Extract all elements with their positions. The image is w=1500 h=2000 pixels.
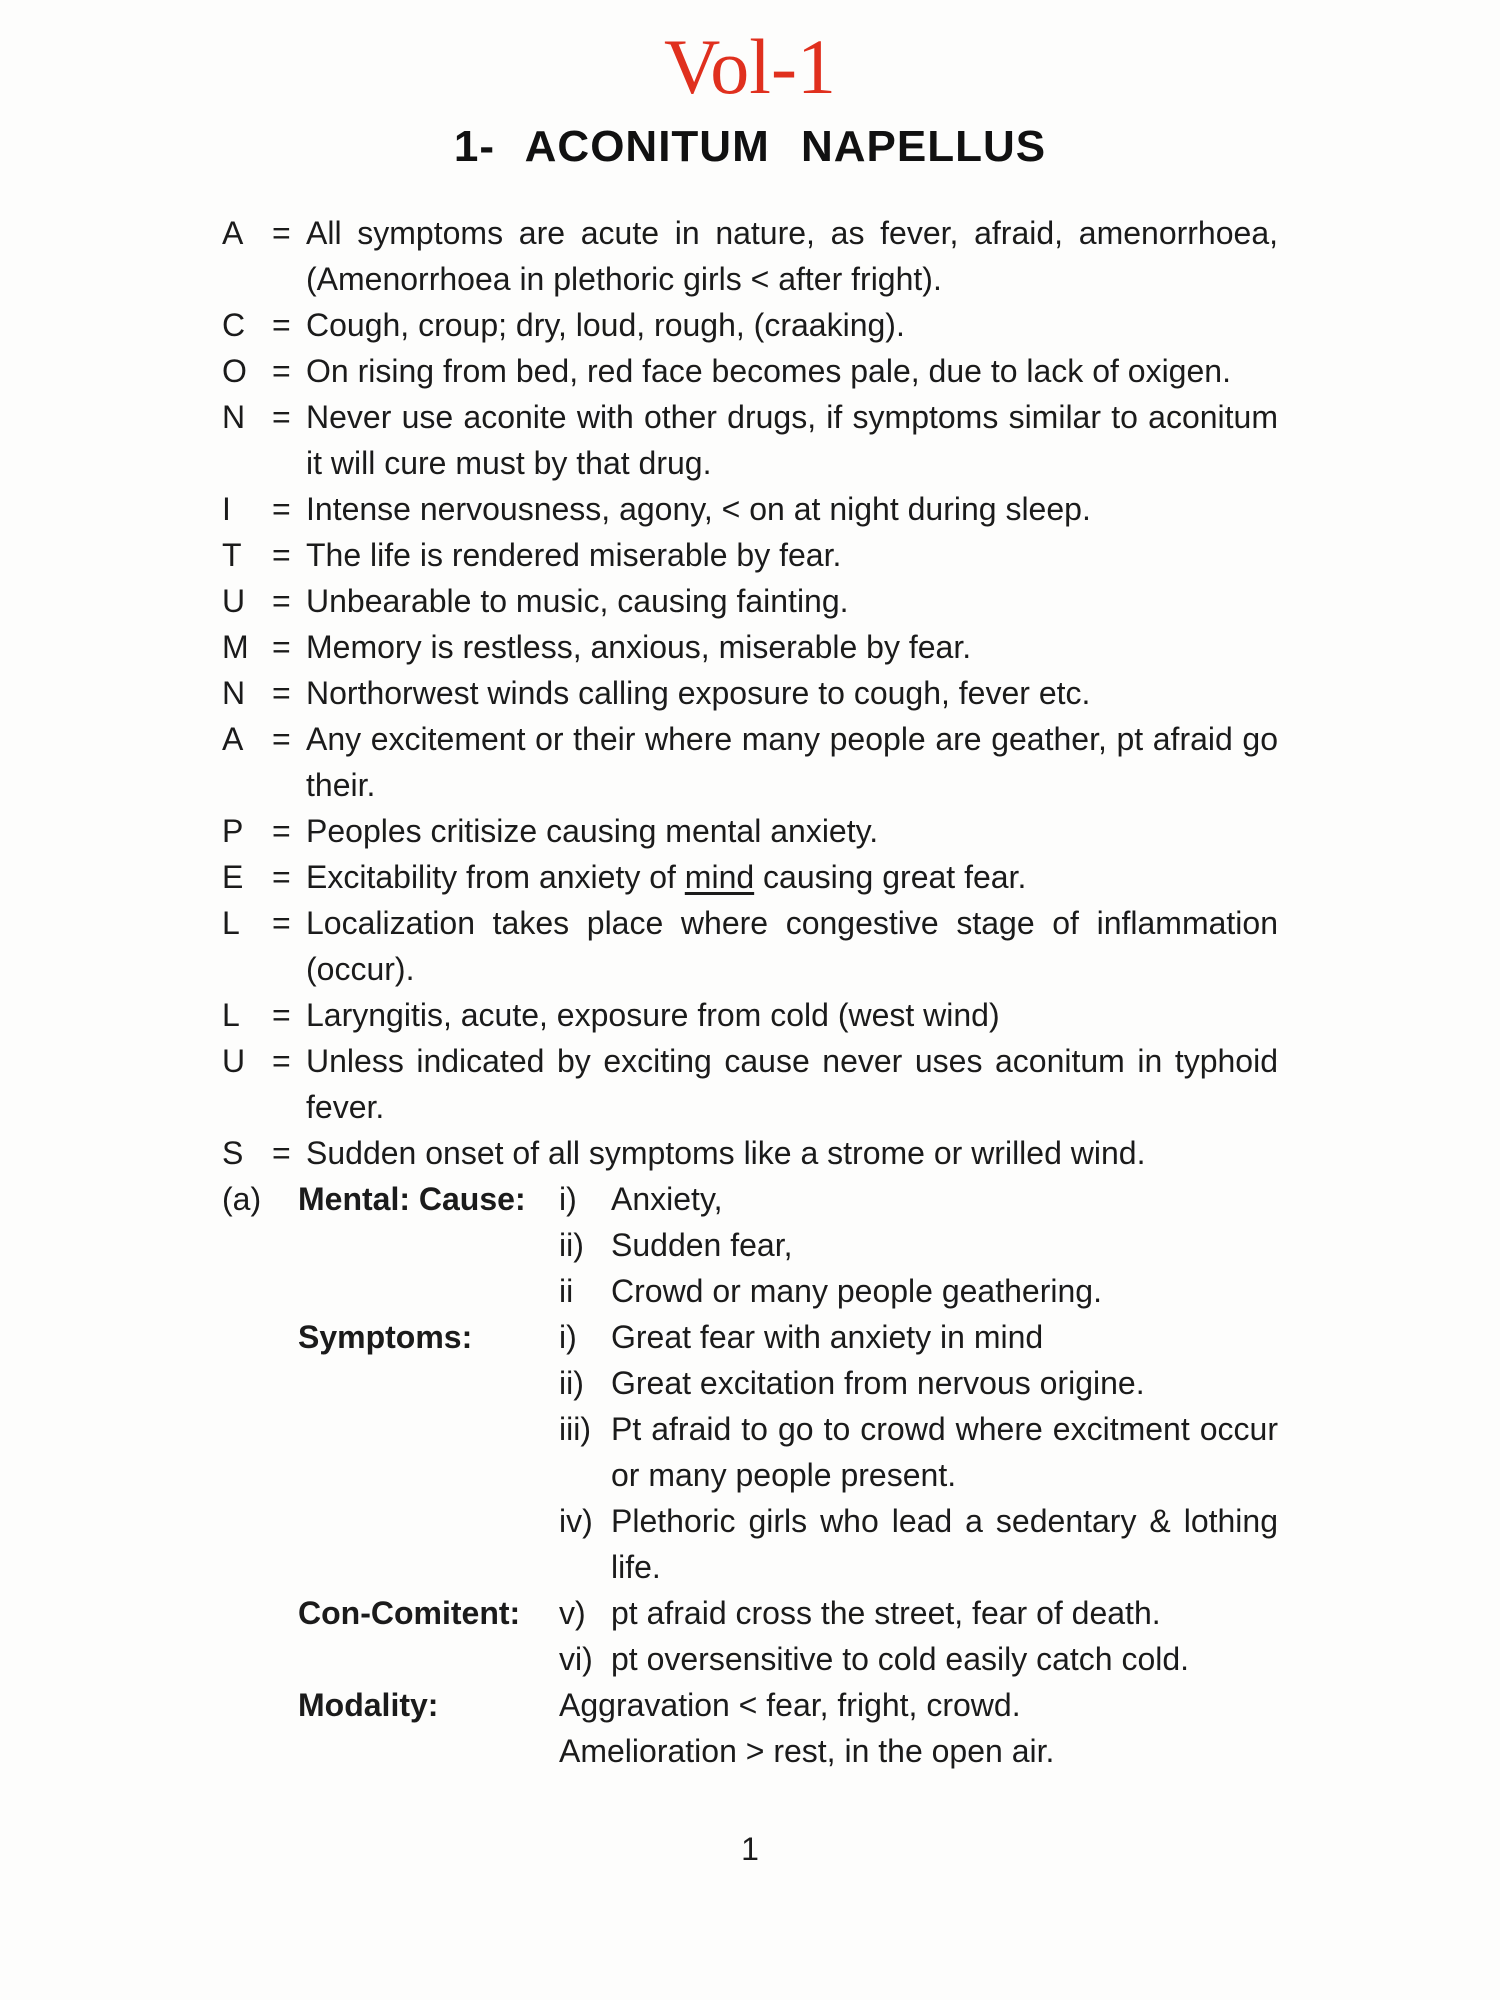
mental-row bbox=[222, 1222, 1278, 1268]
section-marker bbox=[222, 1728, 298, 1774]
item-number: vi) bbox=[559, 1640, 593, 1677]
item-text: Crowd or many people geathering. bbox=[611, 1272, 1102, 1309]
page-title: 1- ACONITUM NAPELLUS bbox=[453, 121, 1047, 171]
acrostic-row bbox=[222, 302, 1278, 348]
acrostic-row bbox=[222, 854, 1278, 900]
symptoms-row bbox=[222, 1406, 1278, 1498]
acrostic-letter: U bbox=[222, 1042, 246, 1079]
section-label bbox=[298, 1360, 559, 1406]
acrostic-row bbox=[222, 670, 1278, 716]
item-text: Anxiety, bbox=[611, 1180, 723, 1217]
item-text: Sudden fear, bbox=[611, 1226, 793, 1263]
section-marker bbox=[222, 1682, 298, 1728]
acrostic-row bbox=[222, 808, 1278, 854]
text-part: causing great fear. bbox=[754, 858, 1027, 895]
mental-row bbox=[222, 1176, 1278, 1222]
acrostic-text: All symptoms are acute in nature, as fever, afraid, amenorrhoea, (Amenorrhoea in plethoric girls < after fright). bbox=[306, 214, 1278, 297]
acrostic-letter: L bbox=[222, 904, 240, 941]
section-label bbox=[298, 1498, 559, 1590]
item-text: Great excitation from nervous origine. bbox=[611, 1364, 1145, 1401]
modality-row bbox=[222, 1728, 1278, 1774]
acrostic-row bbox=[222, 1130, 1278, 1176]
acrostic-row bbox=[222, 532, 1278, 578]
acrostic-row bbox=[222, 900, 1278, 992]
acrostic-row bbox=[222, 716, 1278, 808]
section-label: Modality: bbox=[298, 1686, 439, 1723]
acrostic-letter: M bbox=[222, 628, 249, 665]
equals-sign: = bbox=[272, 812, 291, 849]
acrostic-text: Localization takes place where congestive stage of inflammation (occur). bbox=[306, 904, 1278, 987]
equals-sign: = bbox=[272, 1134, 291, 1171]
item-number: i) bbox=[559, 1180, 577, 1217]
text-part: Excitability from anxiety of bbox=[306, 858, 685, 895]
section-label bbox=[298, 1636, 559, 1682]
acrostic-letter: U bbox=[222, 582, 246, 619]
section-label: Mental: Cause: bbox=[298, 1180, 526, 1217]
item-text: Amelioration > rest, in the open air. bbox=[559, 1732, 1055, 1769]
section-label: Con-Comitent: bbox=[298, 1594, 521, 1631]
item-number: ii bbox=[559, 1272, 574, 1309]
equals-sign: = bbox=[272, 720, 291, 757]
acrostic-text: Unless indicated by exciting cause never uses aconitum in typhoid fever. bbox=[306, 1042, 1278, 1125]
acrostic-row bbox=[222, 486, 1278, 532]
concomitent-row bbox=[222, 1590, 1278, 1636]
acrostic-text: On rising from bed, red face becomes pale, due to lack of oxigen. bbox=[306, 352, 1231, 389]
acrostic-row bbox=[222, 210, 1278, 302]
mental-row bbox=[222, 1268, 1278, 1314]
acrostic-letter: N bbox=[222, 398, 246, 435]
acrostic-row bbox=[222, 624, 1278, 670]
item-text: Pt afraid to go to crowd where excitment occur or many people present. bbox=[611, 1410, 1278, 1493]
section-marker bbox=[222, 1360, 298, 1406]
section-marker: (a) bbox=[222, 1180, 262, 1217]
section-label bbox=[298, 1728, 559, 1774]
section-marker bbox=[222, 1268, 298, 1314]
equals-sign: = bbox=[272, 398, 291, 435]
equals-sign: = bbox=[272, 996, 291, 1033]
acrostic-letter: P bbox=[222, 812, 244, 849]
acrostic-text: Peoples critisize causing mental anxiety. bbox=[306, 812, 879, 849]
acrostic-letter: I bbox=[222, 490, 231, 527]
acrostic-row bbox=[222, 394, 1278, 486]
equals-sign: = bbox=[272, 1042, 291, 1079]
acrostic-text: Unbearable to music, causing fainting. bbox=[306, 582, 849, 619]
item-text: Great fear with anxiety in mind bbox=[611, 1318, 1044, 1355]
page-content bbox=[222, 210, 1278, 1872]
section-label bbox=[298, 1222, 559, 1268]
item-text: pt oversensitive to cold easily catch cold. bbox=[611, 1640, 1190, 1677]
acrostic-row bbox=[222, 578, 1278, 624]
acrostic-letter: S bbox=[222, 1134, 244, 1171]
page-number: 1 bbox=[741, 1830, 759, 1867]
acrostic-letter: O bbox=[222, 352, 247, 389]
acrostic-text: Never use aconite with other drugs, if symptoms similar to aconitum it will cure must by that drug. bbox=[306, 398, 1278, 481]
section-marker bbox=[222, 1314, 298, 1360]
item-number: i) bbox=[559, 1318, 577, 1355]
underlined-word: mind bbox=[684, 858, 755, 895]
acrostic-text: Any excitement or their where many people are geather, pt afraid go their. bbox=[306, 720, 1278, 803]
acrostic-letter: E bbox=[222, 858, 244, 895]
acrostic-letter: L bbox=[222, 996, 240, 1033]
acrostic-row bbox=[222, 1038, 1278, 1130]
item-number: ii) bbox=[559, 1226, 584, 1263]
equals-sign: = bbox=[272, 306, 291, 343]
acrostic-letter: N bbox=[222, 674, 246, 711]
item-number: iii) bbox=[559, 1410, 591, 1447]
section-label bbox=[298, 1268, 559, 1314]
acrostic-text: Memory is restless, anxious, miserable by fear. bbox=[306, 628, 972, 665]
acrostic-text: The life is rendered miserable by fear. bbox=[306, 536, 842, 573]
equals-sign: = bbox=[272, 858, 291, 895]
symptoms-row bbox=[222, 1314, 1278, 1360]
item-text: pt afraid cross the street, fear of death. bbox=[611, 1594, 1161, 1631]
item-text: Aggravation < fear, fright, crowd. bbox=[559, 1686, 1021, 1723]
acrostic-text: Northorwest winds calling exposure to cough, fever etc. bbox=[306, 674, 1091, 711]
equals-sign: = bbox=[272, 904, 291, 941]
acrostic-letter: A bbox=[222, 720, 244, 757]
acrostic-text: Intense nervousness, agony, < on at night during sleep. bbox=[306, 490, 1091, 527]
acrostic-letter: A bbox=[222, 214, 244, 251]
section-marker bbox=[222, 1222, 298, 1268]
equals-sign: = bbox=[272, 352, 291, 389]
acrostic-text: Laryngitis, acute, exposure from cold (west wind) bbox=[306, 996, 1000, 1033]
acrostic-text: Sudden onset of all symptoms like a strome or wrilled wind. bbox=[306, 1134, 1146, 1171]
equals-sign: = bbox=[272, 490, 291, 527]
item-number: iv) bbox=[559, 1502, 593, 1539]
acrostic-letter: C bbox=[222, 306, 246, 343]
section-marker bbox=[222, 1406, 298, 1498]
acrostic-row bbox=[222, 348, 1278, 394]
equals-sign: = bbox=[272, 214, 291, 251]
section-label bbox=[298, 1406, 559, 1498]
item-text: Plethoric girls who lead a sedentary & lothing life. bbox=[611, 1502, 1278, 1585]
acrostic-text bbox=[306, 854, 1278, 900]
volume-title: Vol-1 bbox=[664, 23, 836, 110]
equals-sign: = bbox=[272, 674, 291, 711]
modality-row bbox=[222, 1682, 1278, 1728]
section-marker bbox=[222, 1636, 298, 1682]
acrostic-text: Cough, croup; dry, loud, rough, (craaking). bbox=[306, 306, 905, 343]
section-marker bbox=[222, 1498, 298, 1590]
symptoms-row bbox=[222, 1360, 1278, 1406]
symptoms-row bbox=[222, 1498, 1278, 1590]
section-label: Symptoms: bbox=[298, 1318, 473, 1355]
concomitent-row bbox=[222, 1636, 1278, 1682]
item-number: ii) bbox=[559, 1364, 584, 1401]
acrostic-letter: T bbox=[222, 536, 242, 573]
section-marker bbox=[222, 1590, 298, 1636]
equals-sign: = bbox=[272, 582, 291, 619]
equals-sign: = bbox=[272, 536, 291, 573]
item-number: v) bbox=[559, 1594, 586, 1631]
equals-sign: = bbox=[272, 628, 291, 665]
acrostic-row bbox=[222, 992, 1278, 1038]
